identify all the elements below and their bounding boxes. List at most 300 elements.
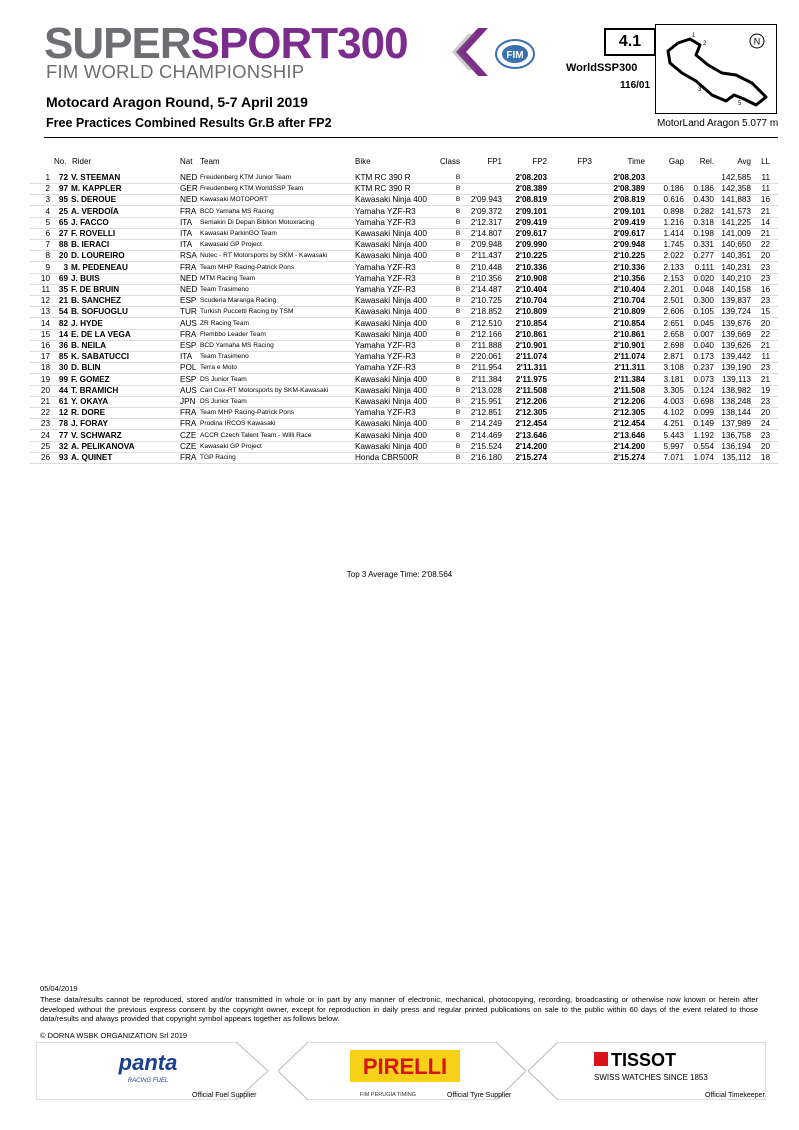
cell-cls: B [455, 218, 461, 226]
cell-pos: 9 [45, 262, 50, 272]
cell-fp1: 2'12.166 [470, 329, 502, 339]
cell-ll: 22 [760, 329, 770, 339]
cell-fp1: 2'14.249 [470, 419, 502, 429]
cell-pos: 19 [40, 374, 50, 384]
cell-nat: AUS [180, 385, 197, 395]
cell-bike: Yamaha YZF-R3 [355, 363, 416, 373]
cell-rider: B. SANCHEZ [71, 296, 122, 306]
cell-rel: 0.007 [693, 329, 714, 339]
cell-cls: B [455, 230, 461, 237]
cell-no: 93 [58, 453, 68, 462]
cell-bike: Yamaha YZF-R3 [355, 262, 416, 272]
cell-rider: J. BUIS [71, 273, 100, 283]
cell-nat: ESP [180, 296, 197, 306]
sponsor-caption-tyre: Official Tyre Supplier [447, 1092, 512, 1099]
cell-bike: Kawasaki Ninja 400 [355, 240, 427, 250]
cell-no: 88 [58, 240, 68, 250]
cell-fp1: 2'11.954 [471, 363, 502, 373]
cell-bike: KTM RC 390 R [355, 173, 411, 182]
cell-ll: 23 [760, 262, 770, 272]
cell-ll: 21 [760, 341, 770, 350]
cell-time: 2'10.704 [613, 296, 645, 306]
turn-label: 5 [738, 101, 742, 107]
cell-nat: POL [180, 363, 197, 373]
cell-rel: 0.237 [693, 363, 714, 373]
cell-team: Freudenberg KTM WorldSSP Team [200, 185, 304, 193]
cell-nat: GER [180, 184, 198, 194]
cell-rider: A. PELIKANOVA [71, 441, 135, 451]
cell-no: 30 [58, 363, 68, 373]
cell-team: BCD Yamaha MS Racing [200, 207, 274, 215]
turn-label: 2 [703, 41, 707, 47]
cell-bike: KTM RC 390 R [355, 184, 411, 194]
cell-team: Scuderia Maranga Racing [200, 297, 277, 305]
cell-no: 20 [58, 251, 68, 261]
circuit-name: MotorLand Aragon 5.077 m [657, 118, 779, 129]
col-header-time: Time [627, 157, 645, 166]
cell-team: Carl Cox-RT Motorsports by SKM-Kawasaki [200, 386, 329, 394]
cell-rider: K. SABATUCCI [71, 352, 130, 362]
cell-rel: 0.099 [693, 408, 714, 418]
cell-time: 2'10.356 [613, 273, 645, 283]
cell-nat: AUS [180, 318, 197, 328]
cell-avg: 135,112 [722, 453, 751, 462]
cell-avg: 141,883 [721, 195, 751, 205]
cell-fp1: 2'20.061 [470, 352, 502, 362]
cell-rel: 0.040 [693, 341, 714, 350]
cell-rider: J. HYDE [71, 318, 103, 328]
cell-gap: 2.153 [663, 273, 684, 283]
turn-label: 3 [698, 87, 702, 93]
cell-avg: 139,676 [721, 318, 751, 328]
cell-fp1: 2'13.028 [470, 385, 502, 395]
cell-nat: RSA [180, 251, 197, 261]
cell-pos: 18 [40, 363, 50, 373]
cell-bike: Kawasaki Ninja 400 [355, 430, 427, 440]
cell-cls: B [455, 241, 461, 249]
cell-team: Kawasaki ParkinGO Team [200, 230, 277, 237]
cell-avg: 139,724 [721, 307, 751, 317]
cell-fp2: 2'09.101 [515, 206, 547, 216]
cell-rider: E. DE LA VEGA [71, 329, 131, 339]
cell-time: 2'11.508 [613, 385, 645, 395]
cell-fp2: 2'08.819 [515, 195, 547, 205]
cell-avg: 139,669 [721, 329, 751, 339]
cell-avg: 138,982 [721, 385, 751, 395]
cell-no: 27 [58, 229, 68, 238]
cell-cls: B [455, 185, 461, 193]
cell-bike: Kawasaki Ninja 400 [355, 318, 427, 328]
cell-time: 2'12.305 [613, 408, 645, 418]
cell-team: BCD Yamaha MS Racing [200, 342, 274, 349]
cell-pos: 21 [40, 397, 50, 406]
cell-fp2: 2'10.809 [515, 307, 547, 317]
cell-gap: 0.898 [663, 206, 684, 216]
top3-average: Top 3 Average Time: 2'08.564 [346, 570, 453, 579]
cell-rel: 0.105 [693, 307, 714, 317]
tissot-tagline: SWISS WATCHES SINCE 1853 [594, 1073, 708, 1082]
cell-gap: 2.501 [663, 296, 684, 306]
cell-gap: 2.606 [663, 307, 684, 317]
cell-fp1: 2'10.356 [470, 273, 502, 283]
cell-bike: Yamaha YZF-R3 [355, 341, 416, 350]
cell-ll: 24 [760, 419, 770, 429]
cell-cls: B [455, 364, 461, 372]
cell-nat: ITA [180, 240, 193, 250]
cell-rel: 0.111 [694, 262, 714, 272]
cell-team: Team Trasimeno [200, 286, 249, 293]
cell-rel: 0.698 [693, 397, 714, 406]
cell-ll: 23 [760, 397, 770, 406]
cell-no: 82 [58, 318, 68, 328]
cell-gap: 2.698 [663, 341, 684, 350]
cell-fp1: 2'14.487 [470, 285, 502, 294]
cell-ll: 23 [760, 363, 770, 373]
cell-fp2: 2'09.419 [515, 217, 547, 227]
cell-rider: M. KAPPLER [71, 184, 122, 194]
cell-pos: 1 [45, 173, 50, 182]
cell-rider: F. ROVELLI [71, 229, 116, 238]
cell-fp2: 2'12.305 [515, 408, 547, 418]
cell-pos: 8 [45, 251, 50, 261]
cell-fp2: 2'10.336 [515, 262, 547, 272]
cell-fp2: 2'15.274 [515, 453, 547, 462]
cell-pos: 7 [45, 240, 50, 250]
cell-no: 25 [58, 206, 68, 216]
cell-pos: 6 [45, 229, 50, 238]
cell-rel: 0.331 [693, 240, 714, 250]
fim-logo-icon [494, 38, 536, 70]
cell-nat: FRA [180, 329, 197, 339]
cell-gap: 0.186 [663, 184, 684, 194]
cell-fp1: 2'14.807 [470, 229, 502, 238]
tissot-logo-text: TISSOT [611, 1050, 677, 1070]
cell-no: 36 [58, 341, 68, 350]
cell-avg: 142,358 [721, 184, 751, 194]
cell-team: Kawasaki MOTOPORT [200, 196, 268, 204]
cell-gap: 2.651 [663, 318, 684, 328]
cell-fp2: 2'08.389 [515, 184, 547, 194]
cell-fp1: 2'15.951 [470, 397, 502, 406]
cell-time: 2'13.646 [613, 430, 645, 440]
cell-no: 61 [58, 397, 68, 406]
cell-bike: Kawasaki Ninja 400 [355, 329, 427, 339]
cell-avg: 139,837 [721, 296, 751, 306]
cell-fp1: 2'11.384 [471, 374, 502, 384]
cell-ll: 11 [761, 352, 770, 362]
cell-cls: B [455, 196, 461, 204]
cell-time: 2'09.948 [613, 240, 645, 250]
cell-rider: D. BLIN [71, 363, 101, 373]
cell-gap: 2.133 [663, 262, 684, 272]
cell-time: 2'10.861 [613, 329, 645, 339]
cell-rider: S. DEROUE [71, 195, 117, 205]
cell-rider: M. PEDENEAU [71, 262, 128, 272]
logo-subtitle: FIM WORLD CHAMPIONSHIP [46, 61, 305, 82]
cell-fp1: 2'09.372 [470, 206, 502, 216]
cell-gap: 0.616 [663, 195, 684, 205]
cell-bike: Kawasaki Ninja 400 [355, 419, 427, 429]
cell-time: 2'12.454 [613, 419, 645, 429]
cell-avg: 138,248 [721, 397, 751, 406]
cell-ll: 11 [761, 184, 770, 194]
cell-team: ACCR Czech Talent Team - Willi Race [200, 431, 312, 439]
panta-logo-text: panta [118, 1050, 178, 1075]
cell-fp2: 2'12.206 [515, 397, 547, 406]
cell-no: 69 [58, 273, 68, 283]
cell-team: Kawasaki GP Project [200, 442, 262, 450]
cell-pos: 12 [40, 296, 50, 306]
cell-fp1: 2'15.524 [470, 441, 502, 451]
cell-gap: 4.003 [663, 397, 684, 406]
cell-cls: B [455, 442, 461, 450]
pirelli-logo-text: PIRELLI [362, 1054, 448, 1079]
cell-fp2: 2'10.854 [515, 318, 547, 328]
cell-nat: ESP [180, 374, 197, 384]
cell-fp1: 2'10.448 [470, 262, 502, 272]
cell-cls: B [455, 375, 461, 383]
cell-ll: 23 [760, 430, 770, 440]
cell-cls: B [455, 409, 461, 417]
cell-fp2: 2'10.901 [515, 341, 547, 350]
cell-bike: Kawasaki Ninja 400 [355, 385, 427, 395]
cell-no: 95 [58, 195, 68, 205]
cell-fp1: 2'12.510 [470, 318, 502, 328]
cell-cls: B [455, 297, 461, 305]
cell-ll: 14 [760, 217, 770, 227]
cell-avg: 141,573 [721, 206, 751, 216]
cell-nat: NED [180, 285, 198, 294]
cell-fp2: 2'11.311 [516, 363, 547, 373]
cell-pos: 14 [40, 318, 50, 328]
col-header-rel: Rel. [699, 157, 714, 166]
cell-bike: Honda CBR500R [355, 453, 419, 462]
cell-cls: B [455, 286, 461, 293]
cell-gap: 3.181 [663, 374, 684, 384]
cell-team: DS Junior Team [200, 375, 247, 383]
cell-fp2: 2'08.203 [515, 173, 547, 182]
cell-cls: B [455, 308, 461, 316]
cell-pos: 3 [45, 195, 50, 205]
cell-cls: B [455, 252, 461, 260]
cell-fp2: 2'10.704 [515, 296, 547, 306]
cell-bike: Kawasaki Ninja 400 [355, 374, 427, 384]
cell-team: ZR Racing Team [200, 319, 249, 327]
cell-rel: 1.074 [693, 453, 714, 462]
cell-no: 85 [58, 352, 68, 362]
cell-rider: A. QUINET [71, 453, 113, 462]
cell-fp2: 2'13.646 [515, 430, 547, 440]
cell-gap: 5.443 [663, 430, 684, 440]
cell-rel: 0.318 [693, 217, 714, 227]
cell-bike: Yamaha YZF-R3 [355, 217, 416, 227]
cell-cls: B [455, 319, 461, 327]
cell-gap: 3.305 [663, 385, 684, 395]
cell-pos: 25 [40, 441, 50, 451]
cell-fp1: 2'16.180 [470, 453, 502, 462]
cell-avg: 141,225 [721, 217, 751, 227]
col-header-nat: Nat [180, 157, 193, 166]
cell-cls: B [455, 174, 461, 181]
cell-no: 72 [58, 173, 68, 182]
fim-logo-label: FIM [506, 50, 524, 61]
cell-rel: 0.045 [693, 318, 714, 328]
cell-rider: J. FACCO [71, 217, 109, 227]
cell-rel: 0.186 [693, 184, 714, 194]
col-header-rider: Rider [72, 157, 92, 166]
cell-rider: R. DORE [71, 408, 106, 418]
cell-cls: B [455, 454, 461, 461]
cell-cls: B [455, 398, 461, 405]
cell-no: 12 [58, 408, 68, 418]
cell-team: Team MHP Racing-Patrick Pons [200, 409, 295, 417]
cell-team: Terra e Moto [200, 364, 238, 372]
cell-bike: Yamaha YZF-R3 [355, 352, 416, 362]
circuit-outline [668, 36, 766, 105]
cell-fp1: 2'11.437 [471, 251, 502, 261]
cell-avg: 140,210 [721, 273, 751, 283]
cell-gap: 2.201 [663, 285, 684, 294]
cell-fp2: 2'14.200 [515, 441, 547, 451]
cell-ll: 21 [760, 374, 770, 384]
cell-bike: Kawasaki Ninja 400 [355, 441, 427, 451]
cell-gap: 2.871 [663, 352, 684, 362]
cell-time: 2'09.101 [613, 206, 645, 216]
footer-disclaimer: These data/results cannot be reproduced, stored and/or transmitted in whole or in part by any manner of electronic, mechanical, photocopying, recording, broadcasting or otherwise now known or herein after developed without the previous express consent by the copyright owner, except for reproduction in daily press and regular printed publications on sale to the public within 60 days of the event related to those data/results and always provided that copyright symbol appears together as follows below. [40, 995, 758, 1023]
cell-cls: B [455, 431, 461, 439]
cell-bike: Yamaha YZF-R3 [355, 206, 416, 216]
cell-nat: TUR [180, 307, 197, 317]
cell-time: 2'08.389 [613, 184, 645, 194]
cell-team: MTM Racing Team [200, 274, 256, 282]
cell-avg: 140,231 [721, 262, 751, 272]
sponsor-caption-fuel: Official Fuel Supplier [192, 1092, 257, 1099]
cell-time: 2'10.809 [613, 307, 645, 317]
series-label: WorldSSP300 [566, 62, 638, 74]
cell-rel: 0.124 [693, 385, 714, 395]
cell-time: 2'11.311 [614, 363, 645, 373]
cell-cls: B [455, 274, 461, 282]
cell-team: Turkish Puccetti Racing by TSM [200, 308, 294, 316]
cell-cls: B [455, 207, 461, 215]
cell-time: 2'12.206 [613, 397, 645, 406]
cell-nat: NED [180, 195, 198, 205]
cell-avg: 139,626 [721, 341, 751, 350]
cell-ll: 15 [760, 307, 770, 317]
cell-rider: T. BRAMICH [71, 385, 119, 395]
cell-pos: 17 [40, 352, 50, 362]
cell-avg: 136,194 [721, 441, 751, 451]
logo-title [44, 19, 408, 68]
tissot-cross-icon [594, 1052, 608, 1066]
cell-time: 2'10.901 [613, 341, 645, 350]
cell-fp1: 2'10.725 [470, 296, 502, 306]
cell-gap: 1.216 [663, 217, 684, 227]
cell-time: 2'09.419 [613, 217, 645, 227]
cell-nat: NED [180, 173, 198, 182]
cell-rel: 0.282 [693, 206, 714, 216]
cell-rider: J. FORAY [71, 419, 109, 429]
cell-ll: 18 [760, 453, 770, 462]
cell-rider: Y. OKAYA [71, 397, 109, 406]
north-label: N [753, 36, 761, 47]
cell-rel: 0.173 [693, 352, 714, 362]
cell-nat: CZE [180, 430, 197, 440]
event-title: Motocard Aragon Round, 5-7 April 2019 [46, 94, 308, 110]
cell-rel: 0.198 [693, 229, 714, 238]
cell-cls: B [455, 342, 461, 349]
cell-cls: B [455, 263, 461, 271]
cell-pos: 16 [40, 341, 50, 350]
cell-ll: 20 [760, 251, 770, 261]
cell-fp1: 2'12.317 [470, 217, 502, 227]
cell-no: 97 [58, 184, 68, 194]
cell-cls: B [455, 386, 461, 394]
cell-nat: FRA [180, 408, 197, 418]
cell-team: Semakin Di Depan Biblion Motoxracing [200, 218, 315, 226]
cell-no: 35 [58, 285, 68, 294]
document-code: 116/01 [620, 80, 651, 91]
cell-team: Team Trasimeno [200, 353, 249, 361]
cell-rel: 0.149 [693, 419, 714, 429]
turn-label: 1 [692, 33, 696, 39]
cell-avg: 138,144 [721, 408, 751, 418]
cell-pos: 20 [40, 385, 50, 395]
cell-gap: 2.022 [663, 251, 684, 261]
cell-rider: V. SCHWARZ [71, 430, 122, 440]
cell-pos: 23 [40, 419, 50, 429]
cell-time: 2'11.384 [613, 374, 645, 384]
cell-nat: FRA [180, 206, 197, 216]
header-divider [44, 137, 778, 138]
cell-ll: 19 [760, 385, 770, 395]
chevron-logo-icon [448, 26, 488, 78]
cell-nat: ITA [180, 352, 193, 362]
cell-pos: 13 [40, 307, 50, 317]
col-header-gap: Gap [668, 157, 684, 166]
col-header-team: Team [200, 157, 220, 166]
cell-bike: Kawasaki Ninja 400 [355, 397, 427, 406]
cell-bike: Kawasaki Ninja 400 [355, 251, 427, 261]
cell-no: 54 [58, 307, 68, 317]
cell-time: 2'10.225 [613, 251, 645, 261]
cell-fp1: 2'14.469 [470, 430, 502, 440]
col-header-bike: Bike [355, 157, 371, 166]
cell-pos: 22 [40, 408, 50, 418]
cell-gap: 1.414 [663, 229, 684, 238]
cell-bike: Yamaha YZF-R3 [355, 285, 416, 294]
cell-bike: Kawasaki Ninja 400 [355, 229, 427, 238]
cell-gap: 3.108 [663, 363, 684, 373]
cell-fp2: 2'11.508 [515, 385, 547, 395]
cell-rider: V. STEEMAN [71, 173, 121, 182]
cell-team: TGP Racing [200, 454, 236, 461]
cell-ll: 20 [760, 441, 770, 451]
cell-gap: 1.745 [663, 240, 684, 250]
cell-ll: 23 [760, 296, 770, 306]
cell-avg: 137,989 [721, 419, 751, 429]
cell-gap: 7.071 [663, 453, 684, 462]
cell-time: 2'08.819 [613, 195, 645, 205]
cell-rel: 0.554 [693, 441, 714, 451]
col-header-no: No. [54, 157, 67, 166]
col-header-ll: LL [761, 157, 770, 166]
cell-rel: 0.073 [693, 374, 714, 384]
document-number: 4.1 [604, 28, 656, 56]
cell-nat: FRA [180, 453, 197, 462]
cell-bike: Kawasaki Ninja 400 [355, 195, 427, 205]
cell-team: Prodina IRCOS Kawasaki [200, 420, 276, 428]
